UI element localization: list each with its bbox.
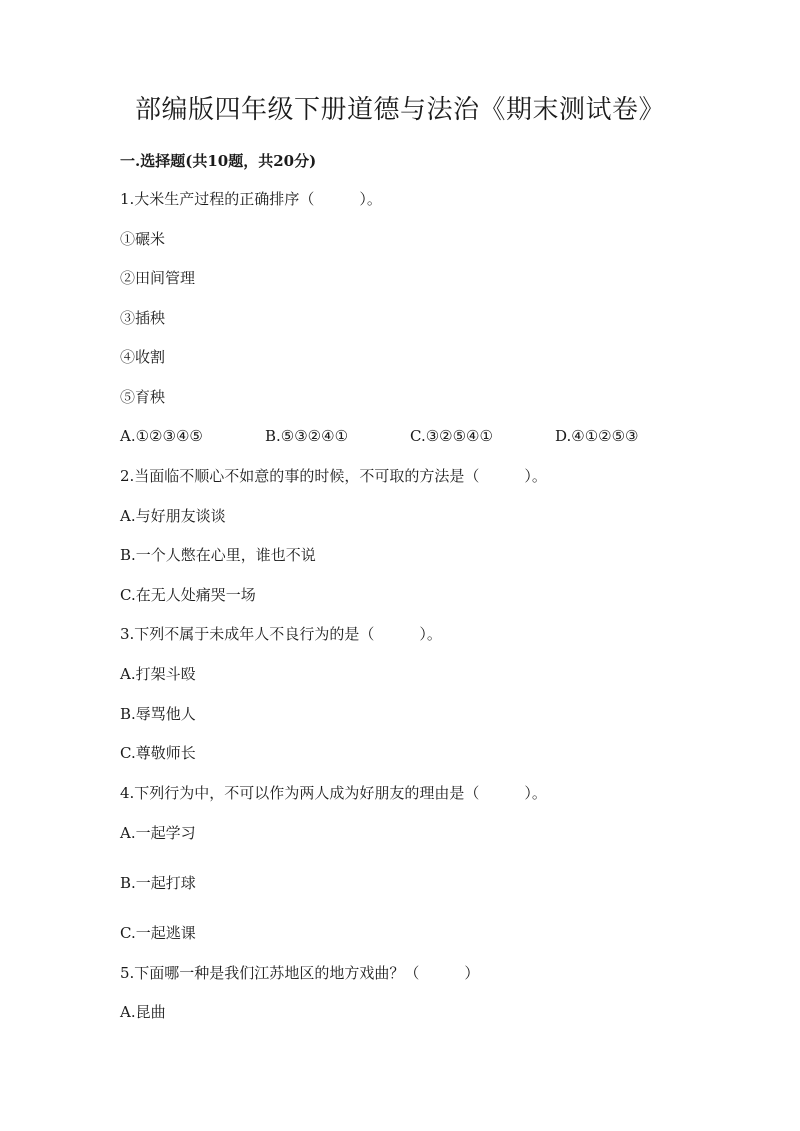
page-title: 部编版四年级下册道德与法治《期末测试卷》 [134, 95, 665, 125]
option-a: A.昆曲 [120, 1003, 166, 1021]
question-2-stem: 2.当面临不顺心不如意的事的时候，不可取的方法是（ ）。 [120, 467, 547, 485]
question-1-step: ②田间管理 [120, 269, 196, 287]
option-b: B.一个人憋在心里，谁也不说 [120, 546, 316, 564]
option-a: A.一起学习 [120, 824, 196, 842]
question-1-step: ④收割 [120, 348, 166, 366]
section-heading: 一.选择题(共10题，共20分) [120, 152, 317, 170]
question-4-stem: 4.下列行为中，不可以作为两人成为好朋友的理由是（ ）。 [120, 784, 547, 802]
option-a: A.与好朋友谈谈 [120, 507, 226, 525]
option-b: B.辱骂他人 [120, 705, 196, 723]
option-a: A.打架斗殴 [120, 665, 196, 683]
question-1-stem: 1.大米生产过程的正确排序（ ）。 [120, 190, 382, 208]
question-1-step: ①碾米 [120, 230, 166, 248]
question-1-step: ③插秧 [120, 309, 166, 327]
option-c: C.一起逃课 [120, 924, 196, 942]
question-3-stem: 3.下列不属于未成年人不良行为的是（ ）。 [120, 625, 442, 643]
question-5-stem: 5.下面哪一种是我们江苏地区的地方戏曲？（ ） [120, 964, 480, 982]
option-a: A.①②③④⑤ [120, 427, 203, 445]
option-c: C.③②⑤④① [410, 427, 493, 445]
question-1-step: ⑤育秧 [120, 388, 166, 406]
option-c: C.尊敬师长 [120, 744, 196, 762]
option-c: C.在无人处痛哭一场 [120, 586, 256, 604]
option-b: B.⑤③②④① [265, 427, 349, 445]
option-b: B.一起打球 [120, 874, 196, 892]
option-d: D.④①②⑤③ [555, 427, 639, 445]
